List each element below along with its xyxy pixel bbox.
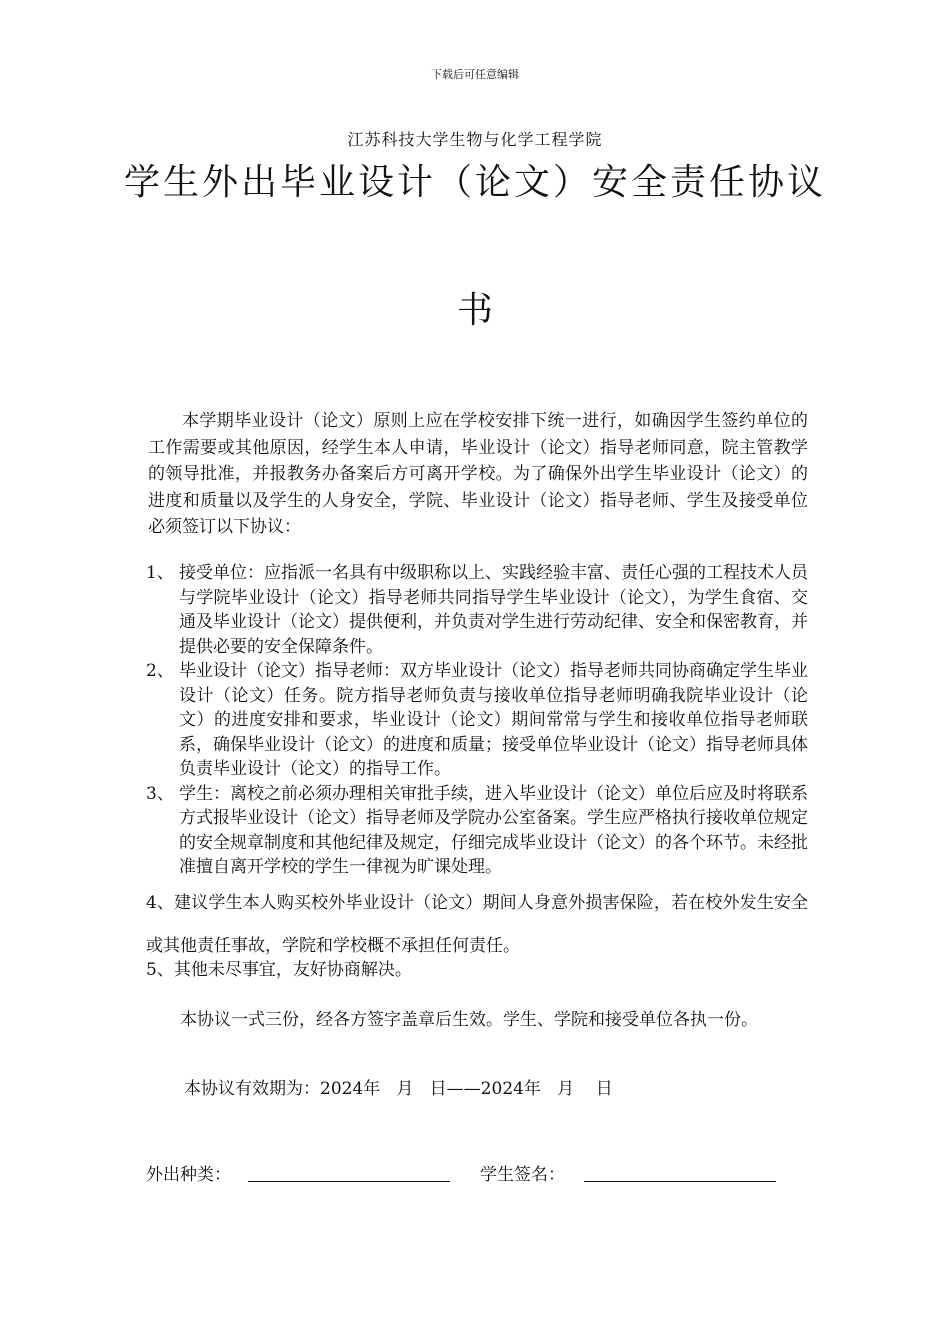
item-number: 1、 — [146, 563, 174, 583]
student-signature-line[interactable] — [584, 1181, 776, 1182]
intro-paragraph: 本学期毕业设计（论文）原则上应在学校安排下统一进行，如确因学生签约单位的工作需要或其他原因，经学生本人申请，毕业设计（论文）指导老师同意，院主管教学的领导批准，并报教务办备案后方可离开学校。为了确保外出学生毕业设计（论文）的进度和质量以及学生的人身安全，学院、毕业设计（论文）指导老师、学生及接受单位必须签订以下协议： — [148, 411, 808, 537]
agreement-item-3 — [146, 782, 808, 880]
header-note: 下载后可任意编辑 — [431, 68, 519, 81]
agreement-items — [146, 561, 808, 880]
outing-type-label: 外出种类： — [146, 1165, 231, 1185]
item-text: 接受单位：应指派一名具有中级职称以上、实践经验丰富、责任心强的工程技术人员与学院毕业设计（论文）指导老师共同指导学生毕业设计（论文），为学生食宿、交通及毕业设计（论文）提供便利，并负责对学生进行劳动纪律、安全和保密教育，并提供必要的安全保障条件。 — [179, 563, 808, 657]
item-number: 3、 — [146, 783, 174, 804]
agreement-item-4: 4、建议学生本人购买校外毕业设计（论文）期间人身意外损害保险，若在校外发生安全或其他责任事故，学院和学校概不承担任何责任。 — [146, 893, 808, 956]
closing-paragraph: 本协议一式三份，经各方签字盖章后生效。学生、学院和接受单位各执一份。 — [180, 1010, 758, 1030]
document-title: 学生外出毕业设计（论文）安全责任协议 — [123, 162, 826, 203]
item-text: 毕业设计（论文）指导老师：双方毕业设计（论文）指导老师共同协商确定学生毕业设计（论文）任务。院方指导老师负责与接收单位指导老师明确我院毕业设计（论文）的进度安排和要求，毕业设计（论文）期间常常与学生和接收单位指导老师联系，确保毕业设计（论文）的进度和质量；接受单位毕业设计（论文）指导老师具体负责毕业设计（论文）的指导工作。 — [179, 661, 808, 779]
item-text: 学生：离校之前必须办理相关审批手续，进入毕业设计（论文）单位后应及时将联系方式报毕业设计（论文）指导老师及学院办公室备案。学生应严格执行接收单位规定的安全规章制度和其他纪律及规定，仔细完成毕业设计（论文）的各个环节。未经批准擅自离开学校的学生一律视为旷课处理。 — [179, 783, 808, 877]
student-signature-label: 学生签名： — [480, 1165, 565, 1185]
outing-type-line[interactable] — [248, 1181, 450, 1182]
validity-period: 本协议有效期为：2024年 月 日——2024年 月 日 — [184, 1079, 613, 1099]
item-number: 2、 — [146, 661, 174, 681]
agreement-item-5: 5、其他未尽事宜，友好协商解决。 — [146, 960, 412, 980]
document-title-continuation: 书 — [456, 290, 493, 331]
agreement-item-1 — [146, 561, 808, 659]
agreement-item-2 — [146, 659, 808, 782]
institution-name: 江苏科技大学生物与化学工程学院 — [347, 130, 603, 149]
